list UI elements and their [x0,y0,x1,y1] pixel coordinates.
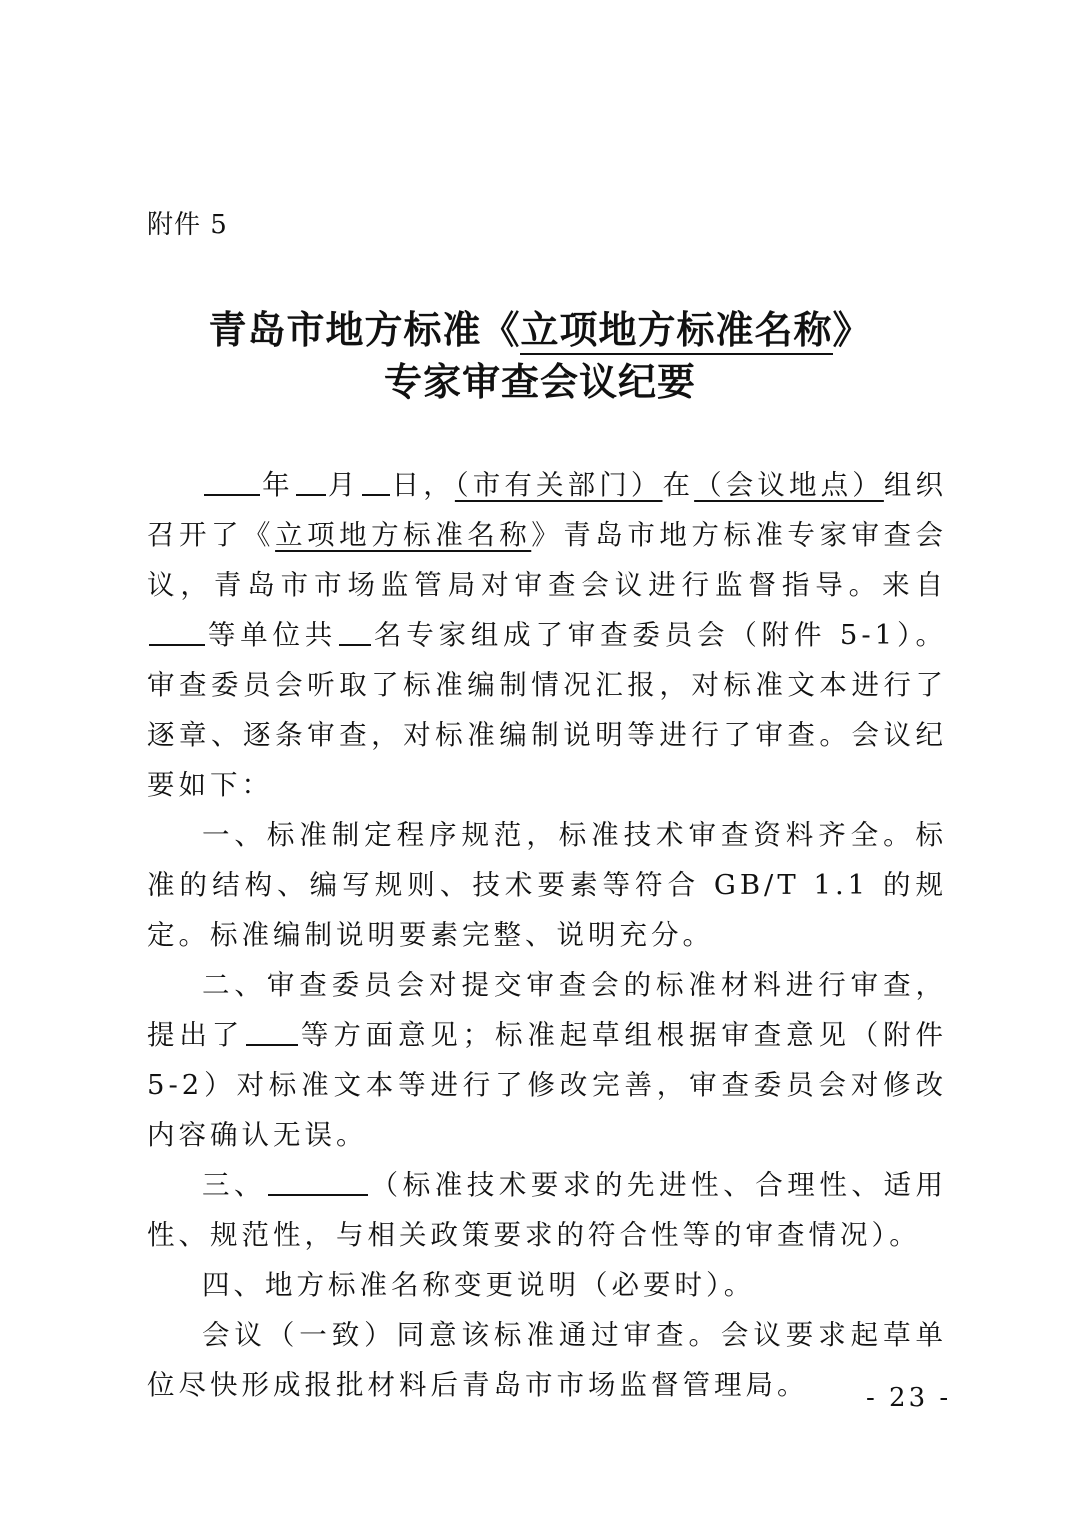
attachment-label: 附件 5 [147,210,228,240]
paragraph-meeting-intro [147,460,947,810]
text-committee: 名专家组成了审查委员会（附件 5-1）。审查委员会听取了标准编制情况汇报，对标准文本进行了逐章、逐条审查，对标准编制说明等进行了审查。会议纪要如下： [147,619,948,801]
text-month: 月 [327,469,360,501]
paragraph-item-2 [147,960,947,1160]
placeholder-department: （市有关部门） [454,469,663,501]
paragraph-item-4: 四、地方标准名称变更说明（必要时）。 [202,1269,756,1301]
placeholder-meeting-place: （会议地点） [694,469,884,501]
text-meeting-desc: 》青岛市地方标准专家审查会议，青岛市市场监管局对审查会议进行监督指导。来自 [147,519,948,601]
text-item-3-a: 三、 [202,1169,267,1201]
text-units: 等单位共 [207,619,338,651]
blank-year [204,460,260,496]
document-title-line-2: 专家审查会议纪要 [383,359,696,404]
text-year: 年 [262,469,294,501]
text-day: 日， [391,469,455,501]
blank-opinions [246,1010,298,1046]
paragraph-item-1: 一、标准制定程序规范，标准技术审查资料齐全。标准的结构、编写规则、技术要素等符合 GB/T 1.1 的规定。标准编制说明要素完整、说明充分。 [147,819,947,951]
text-at: 在 [662,469,695,501]
document-body [147,460,947,1410]
paragraph-conclusion: 会议（一致）同意该标准通过审查。会议要求起草单位尽快形成报批材料后青岛市市场监督管理局。 [147,1319,947,1401]
document-title-line-1 [100,305,980,355]
text-item-2-b: 等方面意见；标准起草组根据审查意见（附件 5-2）对标准文本等进行了修改完善，审查委员会对修改内容确认无误。 [147,1019,948,1151]
title-suffix: 》 [832,307,872,352]
paragraph-item-3 [147,1160,947,1260]
page-number: - 23 - [866,1383,952,1413]
title-prefix: 青岛市地方标准《 [208,307,521,352]
blank-expert-count [339,610,371,646]
title-standard-name: 立项地方标准名称 [520,307,832,355]
placeholder-standard-name: 立项地方标准名称 [275,519,532,551]
blank-units [149,610,205,646]
blank-review [268,1160,368,1196]
blank-day [362,460,390,496]
text-item-3-b: （标准技术要求的先进性、合理性、适用性、规范性，与相关政策要求的符合性等的审查情况）。 [147,1169,948,1251]
text-item-2-a: 二、审查委员会对提交审查会的标准材料进行审查，提出了 [147,969,947,1051]
blank-month [296,460,326,496]
text-organize: 组织召开了《 [147,469,947,551]
